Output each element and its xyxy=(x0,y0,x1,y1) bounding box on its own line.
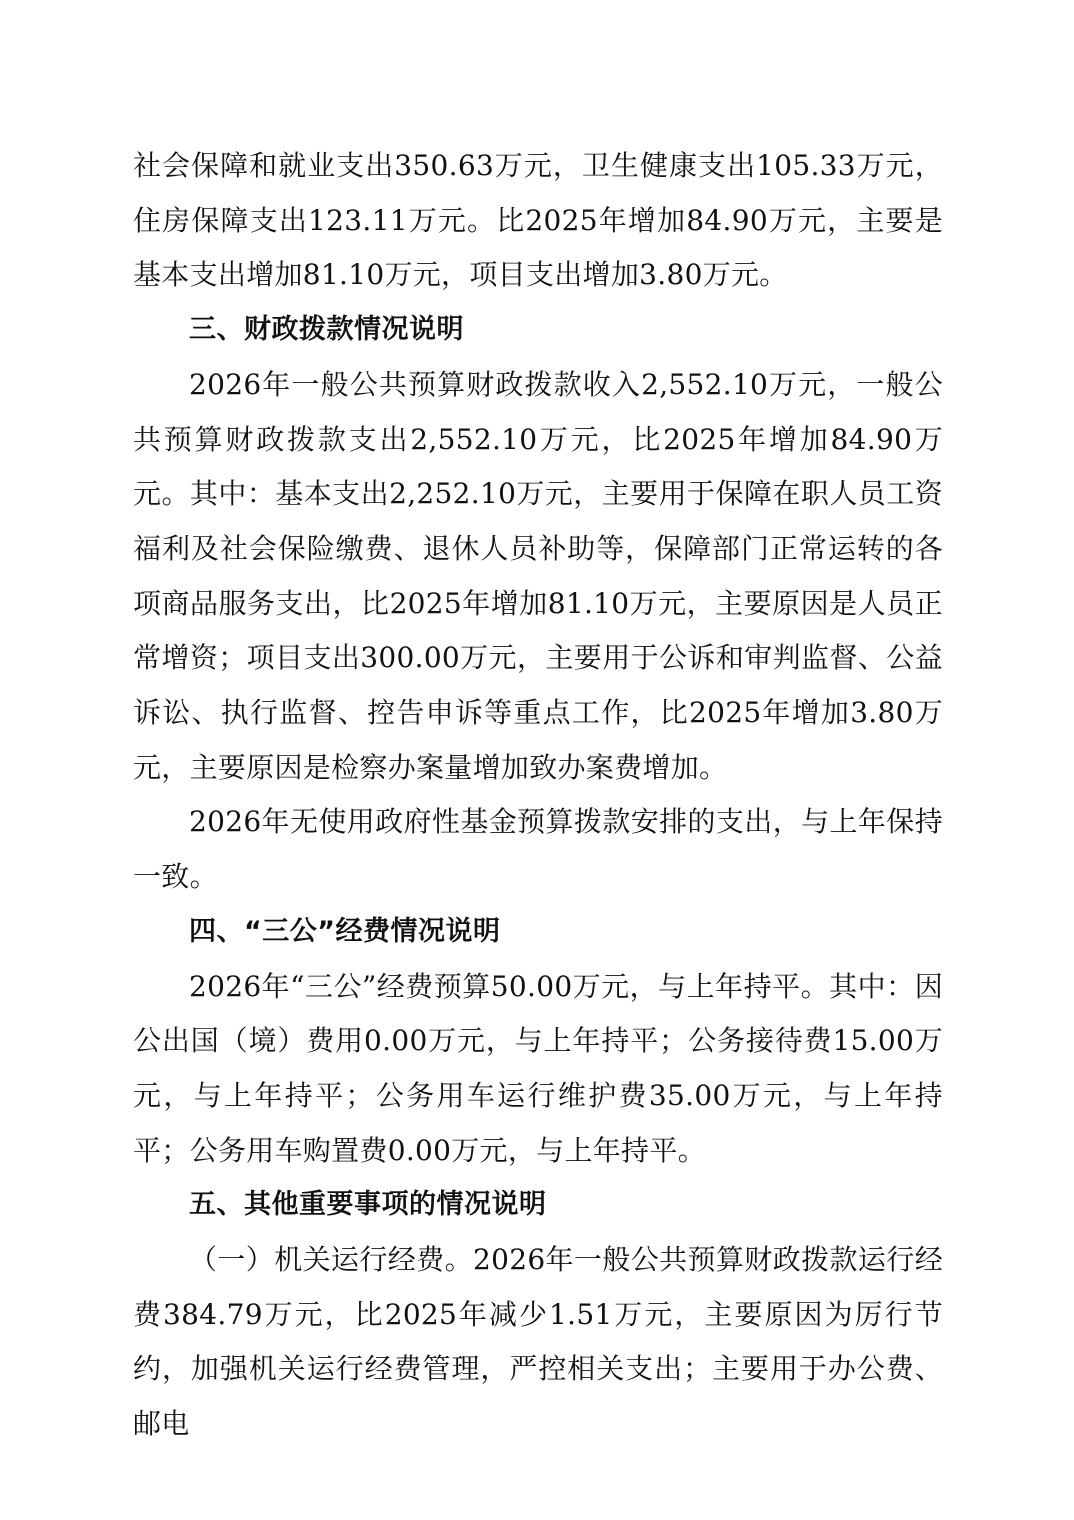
paragraph-expenditure-summary: 社会保障和就业支出350.63万元，卫生健康支出105.33万元，住房保障支出123.11万元。比2025年增加84.90万元，主要是基本支出增加81.10万元，项目支出增加3.80万元。 xyxy=(133,149,943,292)
paragraph-general-budget: 2026年一般公共预算财政拨款收入2,552.10万元，一般公共预算财政拨款支出2,552.10万元，比2025年增加84.90万元。其中：基本支出2,252.10万元，主要用于保障在职人员工资福利及社会保险缴费、退休人员补助等，保障部门正常运转的各项商品服务支出，比2025年增加81.10万元，主要原因是人员正常增资；项目支出300.00万元，主要用于公诉和审判监督、公益诉讼、执行监督、控告申诉等重点工作，比2025年增加3.80万元，主要原因是检察办案量增加致办案费增加。 xyxy=(133,367,943,784)
heading-fiscal-appropriation: 三、财政拨款情况说明 xyxy=(189,314,464,346)
heading-three-public-expenses: 四、“三公”经费情况说明 xyxy=(189,915,501,947)
paragraph-government-fund: 2026年无使用政府性基金预算拨款安排的支出，与上年保持一致。 xyxy=(133,805,943,894)
heading-other-matters: 五、其他重要事项的情况说明 xyxy=(189,1189,547,1221)
paragraph-three-public-expenses: 2026年“三公”经费预算50.00万元，与上年持平。其中：因公出国（境）费用0.00万元，与上年持平；公务接待费15.00万元，与上年持平；公务用车运行维护费35.00万元，与上年持平；公务用车购置费0.00万元，与上年持平。 xyxy=(133,969,943,1167)
document-body xyxy=(133,139,943,1452)
paragraph-operating-expenses: （一）机关运行经费。2026年一般公共预算财政拨款运行经费384.79万元，比2025年减少1.51万元，主要原因为厉行节约，加强机关运行经费管理，严控相关支出；主要用于办公费、邮电 xyxy=(133,1243,943,1441)
